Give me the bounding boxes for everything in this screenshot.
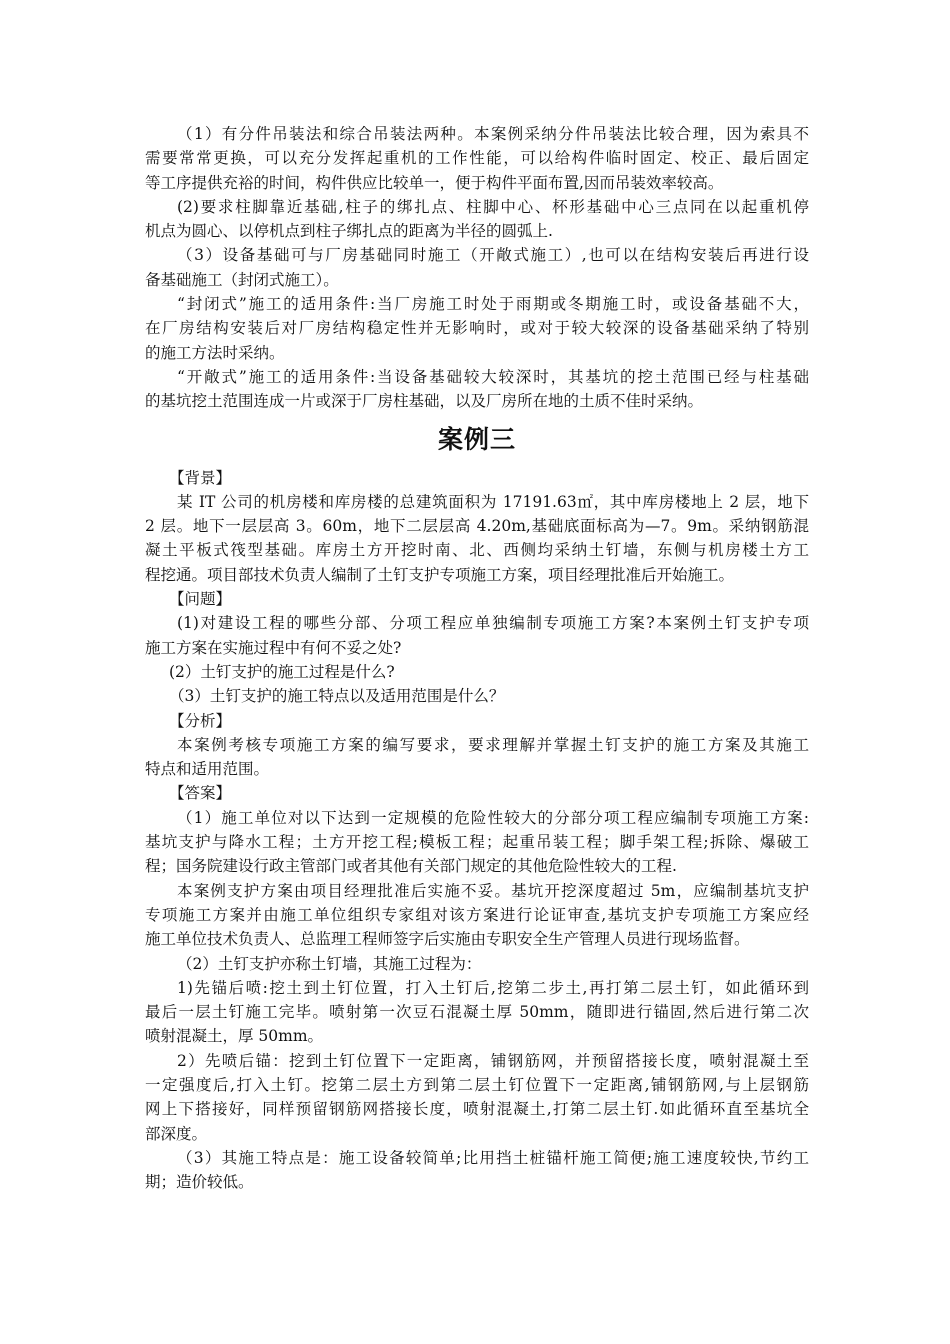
text-line: 基坑支护与降水工程；土方开挖工程;模板工程；起重吊装工程；脚手架工程;拆除、爆破工	[145, 833, 809, 852]
text-line: 的基坑挖土范围连成一片或深于厂房柱基础，以及厂房所在地的土质不佳时采纳。	[145, 392, 704, 411]
analysis-paragraph	[145, 733, 809, 782]
text-line: 施工方案在实施过程中有何不妥之处?	[145, 638, 402, 657]
paragraph-column-binding	[145, 195, 809, 244]
text-line: （3）设备基础可与厂房基础同时施工（开敞式施工）,也可以在结构安装后再进行设	[177, 246, 809, 265]
text-line: “开敞式”施工的适用条件:当设备基础较大较深时，其基坑的挖土范围已经与柱基础	[177, 367, 809, 386]
text-line: 喷射混凝土，厚 50mm。	[145, 1027, 324, 1046]
text-line: “封闭式”施工的适用条件:当厂房施工时处于雨期或冬期施工时，或设备基础不大，	[177, 295, 809, 314]
text-line: （1）施工单位对以下达到一定规模的危险性较大的分部分项工程应编制专项施工方案:	[177, 808, 809, 827]
text-line: 最后一层土钉施工完毕。喷射第一次豆石混凝土厚 50mm，随即进行锚固,然后进行第二次	[145, 1003, 809, 1022]
text-line: 凝土平板式筏型基础。库房土方开挖时南、北、西侧均采纳土钉墙，东侧与机房楼土方工	[145, 541, 809, 560]
text-line: 专项施工方案并由施工单位组织专家组对该方案进行论证审查,基坑支护专项施工方案应经	[145, 905, 809, 924]
text-line: 某 IT 公司的机房楼和库房楼的总建筑面积为 17191.63㎡，其中库房楼地上 2 层，地下	[177, 492, 809, 511]
paragraph-open-construction	[145, 365, 809, 414]
background-paragraph	[145, 490, 809, 587]
text-line: （1）有分件吊装法和综合吊装法两种。本案例采纳分件吊装法比较合理，因为索具不	[177, 125, 809, 143]
text-line: 程挖通。项目部技术负责人编制了土钉支护专项施工方案，项目经理批准后开始施工。	[145, 565, 735, 584]
case-title: 案例三	[437, 424, 516, 454]
answer-2-spray-first	[145, 1049, 809, 1146]
document-page	[145, 122, 809, 1194]
answer-2-anchor-first	[145, 976, 809, 1049]
text-line: 的施工方法时采纳。	[145, 343, 285, 362]
text-line: 施工单位技术负责人、总监理工程师签字后实施由专职安全生产管理人员进行现场监督。	[145, 930, 750, 949]
text-line: 1)先锚后喷:挖土到土钉位置，打入土钉后,挖第二步土,再打第二层土钉，如此循环到	[177, 978, 809, 997]
answer-1-supplement	[145, 879, 809, 952]
paragraph-hoisting-method	[145, 122, 809, 195]
background-heading: 【背景】	[169, 468, 232, 487]
text-line: (1)对建设工程的哪些分部、分项工程应单独编制专项施工方案?本案例土钉支护专项	[177, 614, 809, 633]
text-line: (2)要求柱脚靠近基础,柱子的绑扎点、柱脚中心、杯形基础中心三点同在以起重机停	[177, 197, 809, 216]
answer-2-heading: （2）土钉支护亦称土钉墙，其施工过程为：	[177, 954, 482, 973]
answer-3	[145, 1146, 809, 1195]
text-line: 网上下搭接好，同样预留钢筋网搭接长度，喷射混凝土,打第二层土钉.如此循环直至基坑全	[145, 1100, 809, 1119]
text-line: 2）先喷后锚：挖到土钉位置下一定距离，铺钢筋网，并预留搭接长度，喷射混凝土至	[177, 1051, 809, 1070]
text-line: 备基础施工（封闭式施工）。	[145, 270, 339, 289]
answer-heading: 【答案】	[169, 784, 232, 803]
text-line: 本案例考核专项施工方案的编写要求，要求理解并掌握土钉支护的施工方案及其施工	[177, 735, 809, 754]
text-line: 在厂房结构安装后对厂房结构稳定性并无影响时，或对于较大较深的设备基础采纳了特别	[145, 319, 809, 338]
text-line: （3）其施工特点是：施工设备较简单;比用挡土桩锚杆施工简便;施工速度较快,节约工	[177, 1148, 809, 1167]
text-line: 程；国务院建设行政主管部门或者其他有关部门规定的其他危险性较大的工程.	[145, 857, 677, 876]
text-line: 本案例支护方案由项目经理批准后实施不妥。基坑开挖深度超过 5m，应编制基坑支护	[177, 881, 809, 900]
text-line: 部深度。	[145, 1124, 208, 1143]
text-line: 等工序提供充裕的时间，构件供应比较单一，便于构件平面布置,因而吊装效率较高。	[145, 173, 724, 192]
analysis-heading: 【分析】	[169, 711, 232, 730]
text-line: 特点和适用范围。	[145, 760, 270, 779]
text-line: 机点为圆心、以停机点到柱子绑扎点的距离为半径的圆弧上.	[145, 222, 553, 241]
text-line: 一定强度后,打入土钉。挖第二层土方到第二层土钉位置下一定距离,铺钢筋网,与上层钢筋	[145, 1075, 809, 1094]
question-3: （3）土钉支护的施工特点以及适用范围是什么？	[169, 687, 505, 706]
question-2: (2）土钉支护的施工过程是什么?	[169, 662, 395, 681]
text-line: 需要常常更换，可以充分发挥起重机的工作性能，可以给构件临时固定、校正、最后固定	[145, 149, 809, 168]
paragraph-closed-construction	[145, 292, 809, 365]
question-1	[145, 611, 809, 660]
answer-1	[145, 806, 809, 879]
paragraph-equipment-foundation	[145, 243, 809, 292]
text-line: 期；造价较低。	[145, 1173, 254, 1192]
text-line: 2 层。地下一层层高 3。60m，地下二层层高 4.20m,基础底面标高为—7。9m。采纳钢筋混	[145, 517, 809, 536]
question-heading: 【问题】	[169, 590, 232, 609]
